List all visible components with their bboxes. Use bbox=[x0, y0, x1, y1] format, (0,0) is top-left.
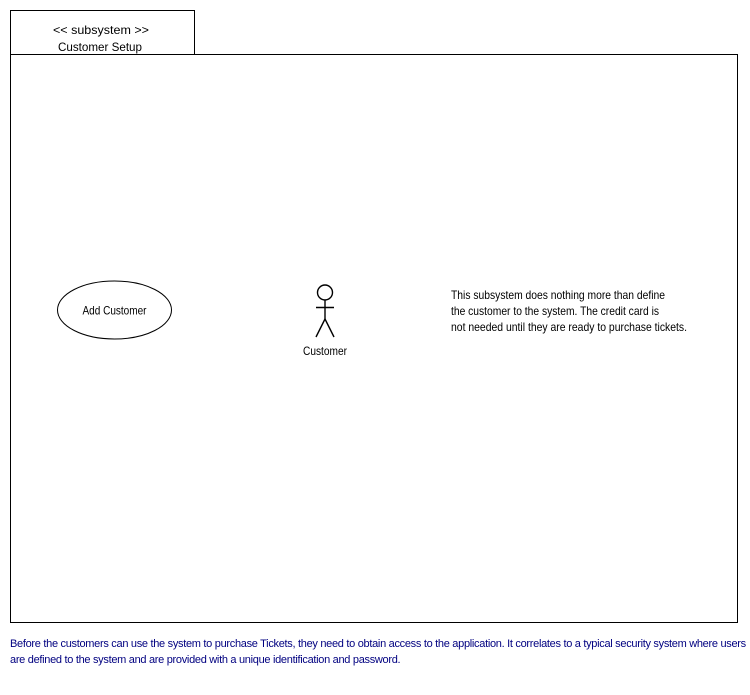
subsystem-note bbox=[451, 288, 687, 334]
actor-stick-figure-icon bbox=[316, 285, 334, 337]
actor-label: Customer bbox=[303, 344, 348, 358]
use-case-add-customer[interactable] bbox=[58, 281, 172, 339]
caption-line: are defined to the system and are provided with a unique identification and password. bbox=[10, 654, 401, 666]
note-line: not needed until they are ready to purchase tickets. bbox=[451, 320, 687, 334]
caption-line: Before the customers can use the system to purchase Tickets, they need to obtain access to the application. It correlates to a typical security system where users bbox=[10, 638, 746, 650]
note-line: the customer to the system. The credit card is bbox=[451, 304, 659, 318]
diagram-caption bbox=[10, 636, 746, 668]
note-line: This subsystem does nothing more than define bbox=[451, 288, 666, 302]
package-stereotype: << subsystem >> bbox=[53, 23, 149, 37]
package-name: Customer Setup bbox=[58, 40, 143, 54]
actor-customer[interactable] bbox=[303, 285, 347, 358]
use-case-label: Add Customer bbox=[82, 303, 147, 318]
